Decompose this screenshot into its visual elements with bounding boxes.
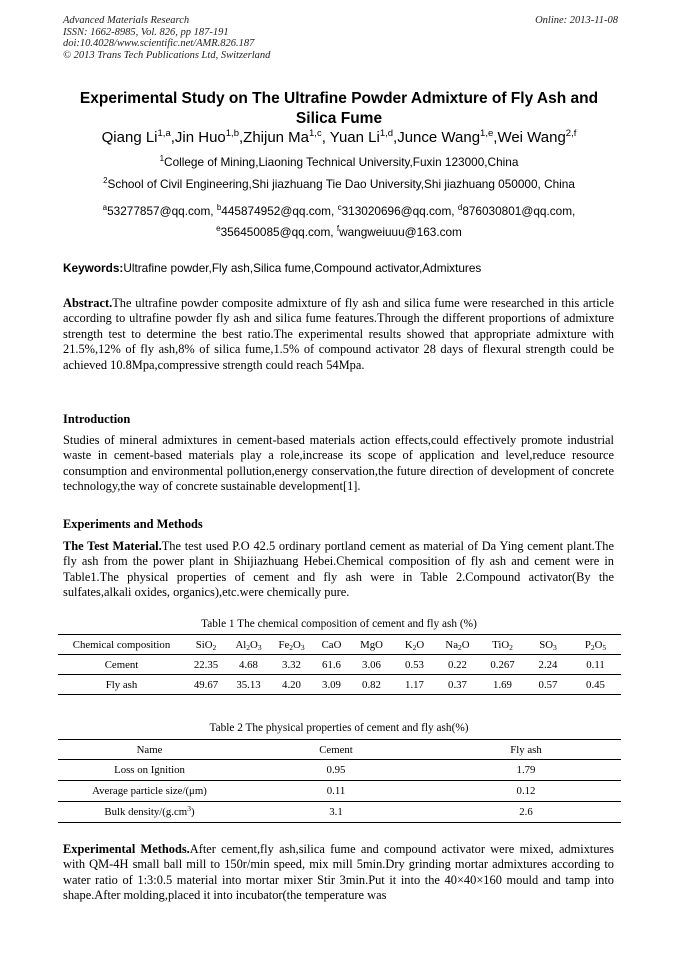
table-1-header-cell: MgO [360, 638, 383, 651]
table-cell: 0.11 [326, 785, 346, 797]
table-cell: Loss on Ignition [114, 764, 185, 776]
table-cell: 0.57 [538, 678, 558, 691]
table-row [58, 675, 621, 695]
introduction-paragraph [63, 433, 614, 495]
abstract-line: 54Mpa. [326, 357, 365, 372]
table-cell: 0.11 [586, 658, 605, 671]
email-f[interactable]: wangweiuuu@163.com [339, 225, 462, 239]
email-mark: c [337, 203, 342, 212]
table-cell: 3.09 [322, 678, 341, 691]
exp-methods-line: admixtures with QM-4H small ball mill to 150r/min speed, mix mill 5min.Dry grinding mortar [63, 842, 614, 872]
table-row [58, 802, 621, 823]
section-heading-experiments: Experiments and Methods [63, 517, 203, 531]
table-cell: 0.267 [490, 658, 515, 671]
affiliation-text: College of Mining,Liaoning Technical University,Fuxin 123000,China [164, 155, 519, 169]
exp-methods-line: 40×40×160 mould and tamp into shape.After molding,placed it into incubator(the temperature was [63, 872, 614, 903]
table-1-header-cell: $K_2O$ [404, 638, 425, 652]
author-name: Yuan Li [329, 129, 380, 146]
section-heading-introduction: Introduction [63, 412, 131, 426]
email-a[interactable]: 53277857@qq.com, [107, 204, 214, 218]
test-material-line: cement were in Table1.The physical properties of cement and fly ash were in Table 2.Compound [63, 554, 614, 584]
table-cell: Average particle size/(μm) [92, 785, 207, 797]
table-cell: Fly ash [105, 678, 138, 691]
abstract-line: this article according to ultrafine powder fly ash and silica fume features.Through the different [63, 296, 615, 326]
keywords-text: Ultrafine powder,Fly ash,Silica fume,Compound activator,Admixtures [123, 261, 482, 275]
copyright-line: © 2013 Trans Tech Publications Ltd, Switzerland [63, 49, 271, 61]
abstract-line: activator 28 days of flexural strength could be achieved 10.8Mpa,compressive strength could reach [63, 342, 615, 372]
table-1-header-cell: $Na_2O$ [445, 638, 470, 652]
affiliation-mark: 1 [159, 154, 165, 163]
table-row [58, 781, 621, 802]
table-cell: 4.20 [282, 678, 301, 691]
abstract-line: The ultrafine powder composite admixture of fly ash and silica fume were researched in [112, 296, 558, 310]
table-cell: 2.24 [538, 658, 558, 671]
email-mark: d [457, 203, 463, 212]
table-cell: 3.06 [362, 658, 381, 671]
table-2-header-cell: Fly ash [510, 743, 542, 756]
experimental-methods-label: Experimental Methods. [63, 842, 190, 856]
author-affiliation-mark: 2,f [565, 128, 577, 139]
abstract-line: that appropriate admixture with 21.5%,12% of fly ash,8% of silica fume,1.5% of compound [63, 326, 614, 357]
table-cell: Bulk density/$(g.cm^3)$ [104, 804, 195, 818]
author-affiliation-mark: 1,e [480, 128, 494, 139]
affiliation-2 [63, 177, 615, 192]
table-cell: 22.35 [193, 658, 219, 671]
table-1-header-cell: CaO [321, 638, 342, 651]
table-1-header-cell: SiO$_2$ [195, 638, 217, 652]
test-material-paragraph [63, 539, 614, 601]
author-name: Qiang Li [101, 129, 158, 146]
table-cell: 1.17 [405, 678, 424, 691]
test-material-label: The Test Material. [63, 539, 162, 553]
email-c[interactable]: 313020696@qq.com, [341, 204, 455, 218]
author-affiliation-mark: 1,b [225, 128, 239, 139]
table-cell: 0.45 [586, 678, 605, 691]
table-row [58, 760, 621, 781]
table-cell: 0.12 [516, 785, 536, 797]
intro-line: direction of development of concrete technology,the way of concrete sustainable development[1]. [63, 463, 614, 494]
author-name: Jin Huo [174, 129, 226, 146]
table-cell: 61.6 [322, 658, 341, 671]
table-1-header-cell: $SO_3$ [539, 638, 557, 652]
exp-methods-line: After cement,fly ash,silica fume and compound activator were mixed, [189, 842, 554, 856]
table-cell: 3.32 [282, 658, 301, 671]
intro-line: Studies of mineral admixtures in cement-based materials action effects,could effectively promote [63, 433, 563, 447]
table-cell: 0.22 [448, 658, 467, 671]
email-mark: a [102, 203, 108, 212]
test-material-line: The test used P.O 42.5 ordinary portland cement as material of Da Ying cement [161, 539, 564, 553]
table-2-caption: Table 2 The physical properties of cement and fly ash(%) [209, 722, 469, 734]
abstract-line: proportions of admixture strength test to determine the best ratio.The experimental results showed [63, 311, 614, 341]
table-1-header-cell: $Fe_2O_3$ [278, 638, 305, 652]
issn-line: ISSN: 1662-8985, Vol. 826, pp 187-191 [63, 26, 229, 38]
table-cell: 0.37 [448, 678, 467, 691]
abstract-label: Abstract. [63, 296, 113, 310]
table-2 [58, 739, 621, 823]
table-cell: 0.95 [326, 764, 346, 776]
email-mark: f [336, 224, 340, 233]
keywords [63, 261, 615, 276]
table-cell: 1.69 [493, 678, 512, 691]
table-1-header-cell: $P_2O_5$ [584, 638, 607, 652]
email-mark: b [216, 203, 222, 212]
author-list: Qiang Li$^{1,a}$,Jin Huo$^{1,b}$,Zhijun Ma$^{1,c}$, Yuan Li$^{1,d}$,Junce Wang$^{1,e}$,Wei Wang$^{2,f}$ [101, 128, 577, 146]
journal-header [63, 15, 618, 61]
author-affiliation-mark: 1,d [379, 128, 394, 139]
author-name: Zhijun Ma [243, 129, 310, 146]
experimental-methods-paragraph [63, 842, 614, 904]
author-name: Wei Wang [497, 129, 566, 146]
journal-name: Advanced Materials Research [63, 15, 190, 26]
author-affiliation-mark: 1,a [157, 128, 171, 139]
test-material-line: plant.The fly ash from the power plant in Shijiazhuang Hebei.Chemical composition of fly ash and [63, 539, 614, 569]
affiliation-text: School of Civil Engineering,Shi jiazhuang Tie Dao University,Shi jiazhuang 050000, China [107, 177, 575, 191]
table-1-header-cell: Chemical composition [72, 638, 171, 651]
email-line-1 [63, 204, 615, 219]
doi-line: doi:10.4028/www.scientific.net/AMR.826.187 [63, 38, 255, 49]
test-material-line: activator(By the sulfates,alkali oxides, organics),etc.were chemically pure. [63, 569, 614, 600]
table-1-caption: Table 1 The chemical composition of cement and fly ash (%) [201, 618, 477, 630]
affiliation-1 [63, 155, 615, 170]
table-cell: 4.68 [239, 658, 258, 671]
email-mark: e [216, 224, 221, 233]
table-cell: 0.53 [405, 658, 424, 671]
table-1-header-cell: TiO$_2$ [492, 638, 513, 652]
table-row [58, 655, 621, 675]
intro-line: industrial waste in cement-based materials play a role,increase its scope of application and [63, 433, 614, 463]
keywords-label: Keywords: [63, 261, 124, 275]
title-line-2: Silica Fume [295, 110, 383, 127]
table-cell: 2.6 [519, 806, 533, 818]
table-2-header-cell: Name [136, 743, 163, 756]
email-b[interactable]: 445874952@qq.com, [221, 204, 335, 218]
paper-title [63, 89, 615, 129]
table-1-header-cell: $Al_2O_3$ [235, 638, 262, 652]
table-2-header-row [58, 740, 621, 760]
email-d[interactable]: 876030801@qq.com, [462, 204, 576, 218]
email-line-2 [63, 225, 615, 240]
table-1-header-row [58, 635, 621, 655]
online-date: Online: 2013-11-08 [535, 15, 618, 26]
table-cell: 35.13 [236, 678, 261, 691]
intro-line: level,reduce resource consumption and environmental pollution,energy conservation,the future [63, 448, 614, 478]
affiliation-mark: 2 [103, 176, 108, 185]
table-cell: 3.1 [329, 806, 343, 818]
table-cell: 0.82 [362, 678, 381, 691]
email-e[interactable]: 356450085@qq.com, [220, 225, 334, 239]
table-1 [58, 634, 621, 695]
author-affiliation-mark: 1,c [309, 128, 322, 139]
table-cell: 49.67 [193, 678, 219, 691]
exp-methods-line: admixtures according to water ratio of 1:3:0.5 material into mortar mixer Stir 3min.Put it into the [63, 857, 614, 887]
abstract [63, 296, 614, 373]
title-line-1: Experimental Study on The Ultrafine Powder Admixture of Fly Ash and [79, 90, 599, 107]
author-name: Junce Wang [397, 129, 481, 146]
table-cell: 1.79 [516, 764, 536, 776]
table-cell: Cement [104, 658, 139, 671]
table-2-header-cell: Cement [319, 743, 353, 756]
